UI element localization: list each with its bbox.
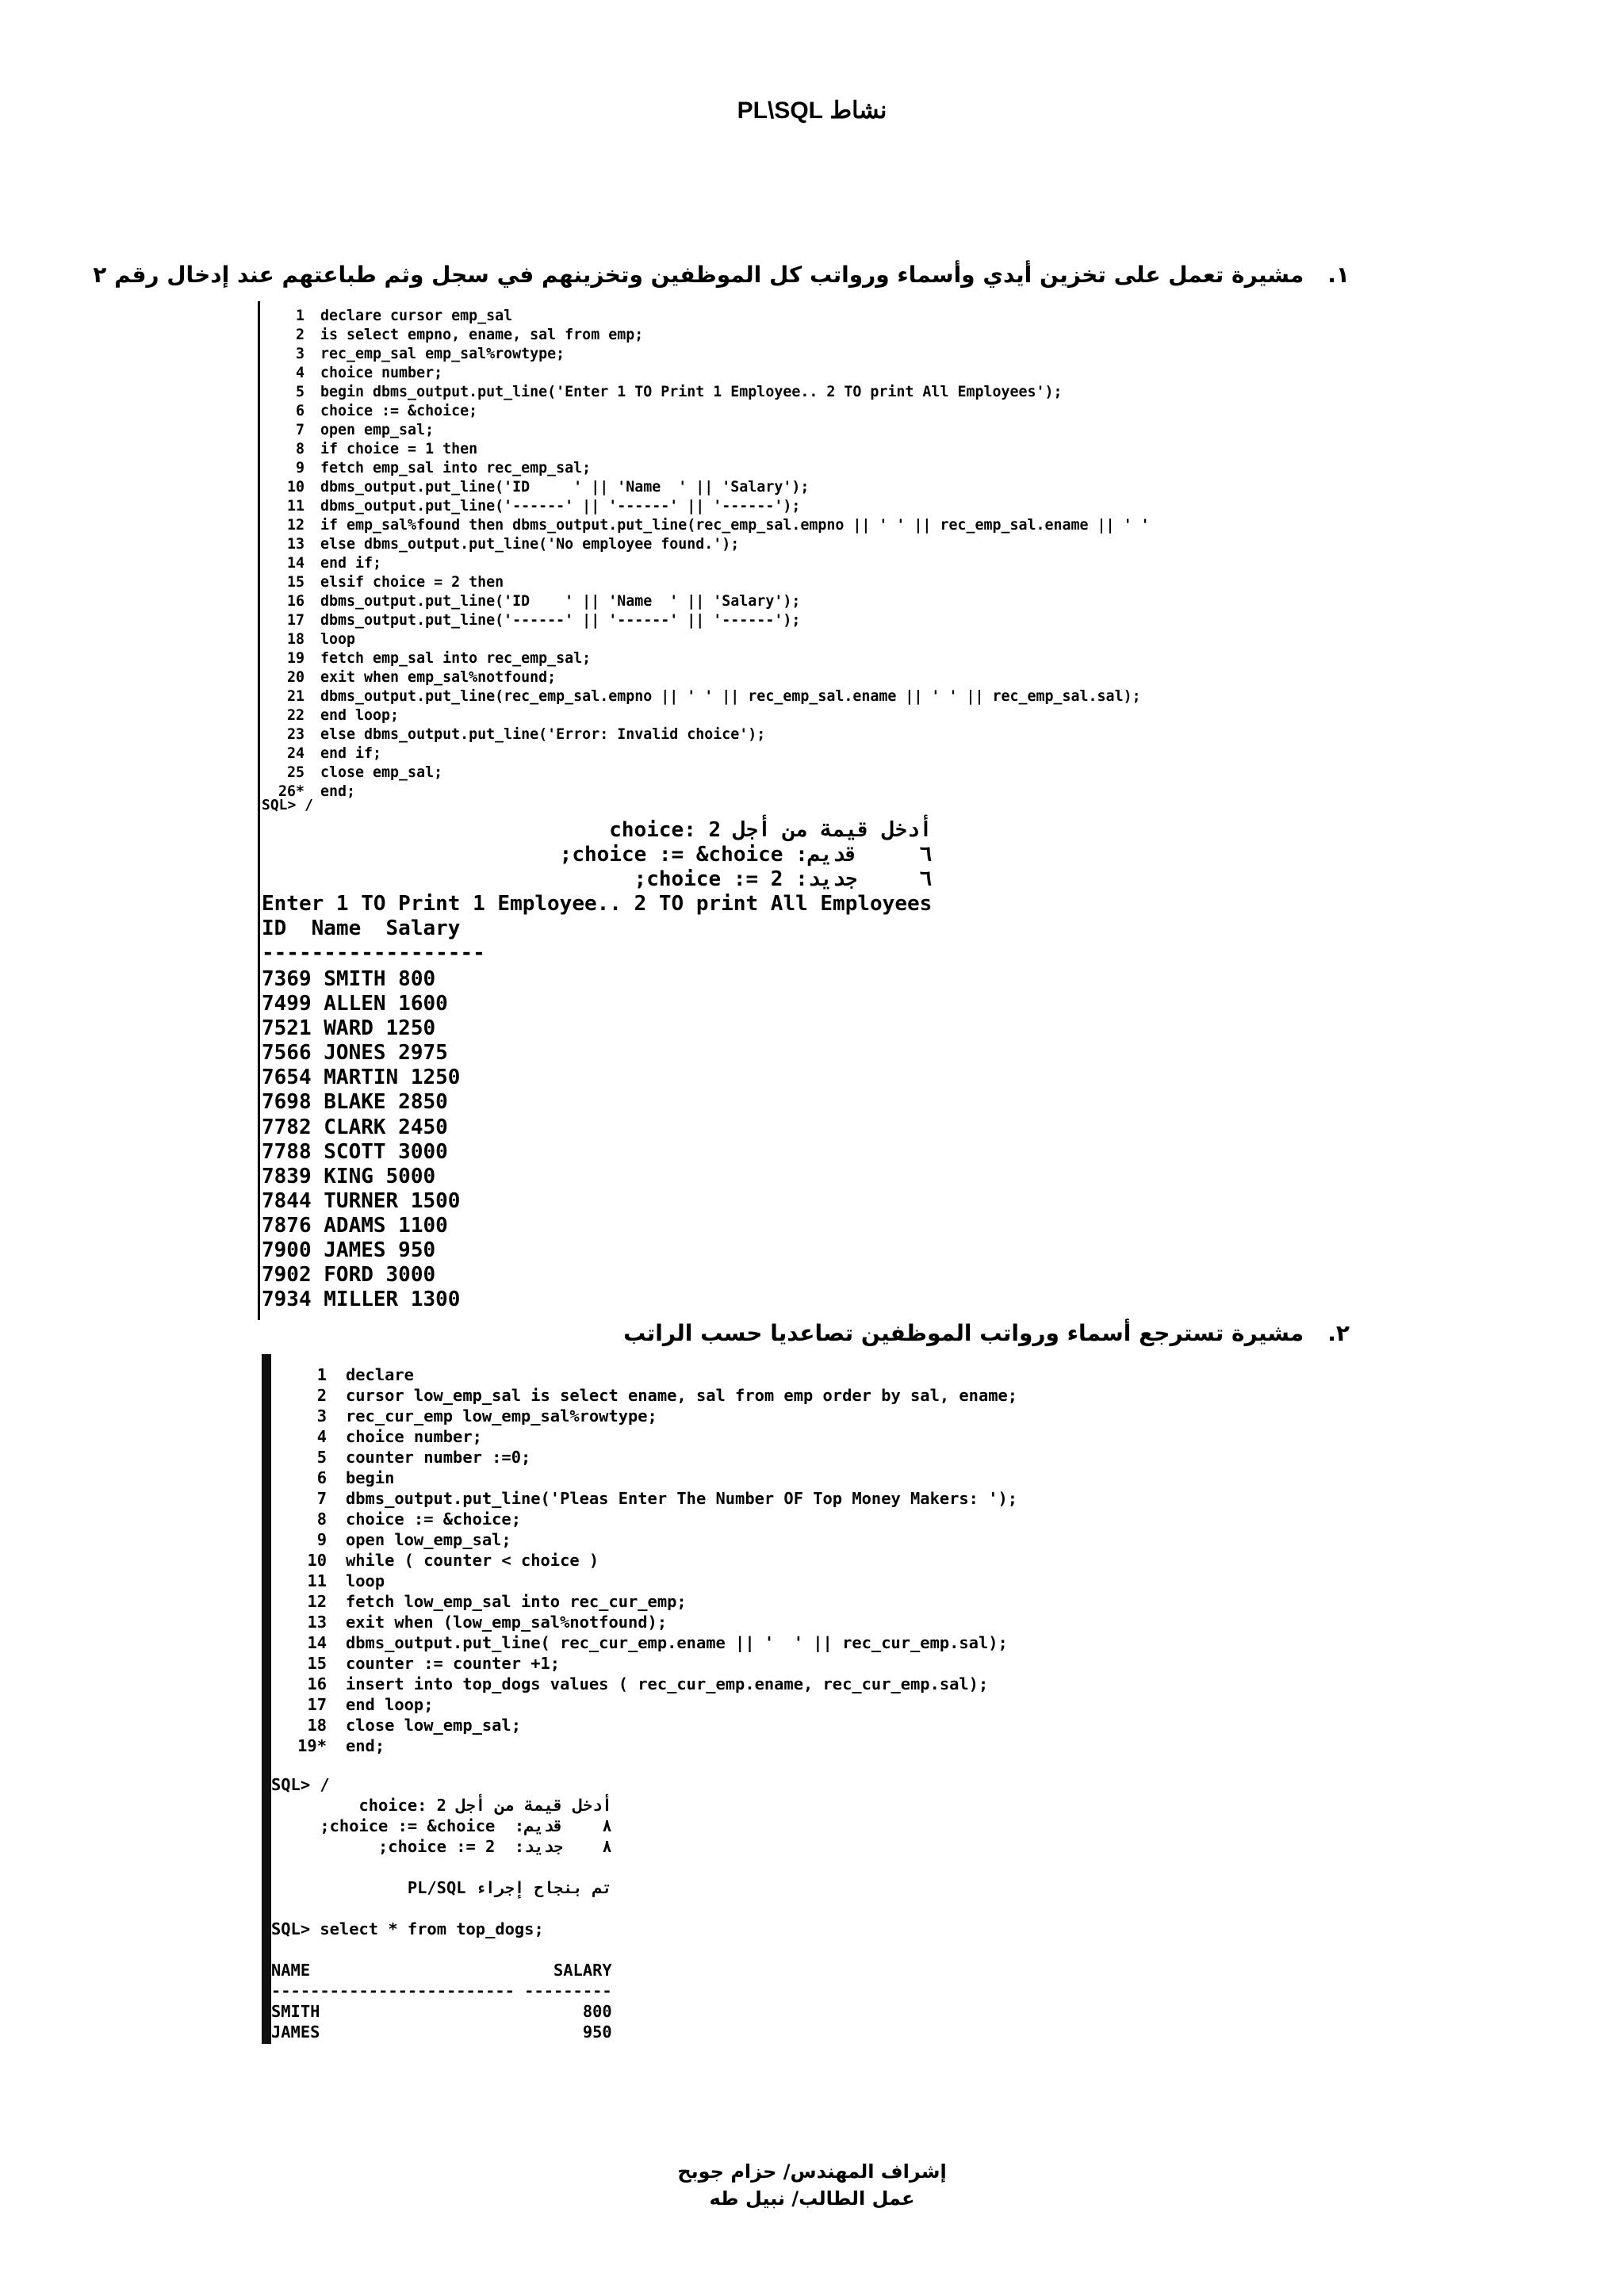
line-number: 7 xyxy=(316,1489,327,1508)
line-number: 13 xyxy=(286,536,304,553)
output-line: SQL> select * from top_dogs; xyxy=(271,1919,544,1938)
code-line xyxy=(266,326,1150,345)
section-1-heading-text: مشيرة تعمل على تخزين أيدي وأسماء ورواتب كل الموظفين وتخزينهم في سجل وثم طباعتهم عند إدخال رقم ٢ xyxy=(93,262,1304,288)
line-number: 14 xyxy=(307,1633,327,1652)
line-number: 8 xyxy=(316,1510,327,1529)
sql-console-1 xyxy=(258,301,1281,1320)
line-number: 18 xyxy=(286,631,304,648)
output-line xyxy=(271,1939,612,1960)
code-line xyxy=(266,345,1150,364)
line-number: 15 xyxy=(307,1654,327,1673)
footer xyxy=(0,2158,1624,2212)
output-line xyxy=(271,1898,612,1919)
code-line xyxy=(285,1447,1017,1468)
output-line: ٨ جديد: choice := 2; xyxy=(378,1837,612,1856)
line-number: 11 xyxy=(307,1571,327,1590)
line-number: 16 xyxy=(286,593,304,610)
code-text: counter number :=0; xyxy=(346,1448,531,1467)
line-number: 16 xyxy=(307,1674,327,1693)
console-output-1 xyxy=(262,818,932,966)
output-line: ٦ جديد: choice := 2; xyxy=(634,867,933,891)
code-line xyxy=(266,440,1150,459)
code-line xyxy=(266,554,1150,573)
code-text: rec_emp_sal emp_sal%rowtype; xyxy=(320,346,565,362)
line-number: 13 xyxy=(307,1613,327,1632)
code-text: choice number; xyxy=(346,1427,482,1446)
code-line xyxy=(266,364,1150,383)
section-1-number: ١. xyxy=(1327,262,1350,288)
code-line xyxy=(266,497,1150,516)
employee-row: 7698 BLAKE 2850 xyxy=(262,1090,448,1115)
code-text: rec_cur_emp low_emp_sal%rowtype; xyxy=(346,1406,657,1425)
code-text: if choice = 1 then xyxy=(320,441,478,457)
section-2-heading xyxy=(623,1320,1350,1346)
code-line xyxy=(266,630,1150,649)
code-text: elsif choice = 2 then xyxy=(320,574,504,591)
code-text: dbms_output.put_line('ID ' || 'Name ' || 'Salary'); xyxy=(320,479,810,496)
section-1-heading xyxy=(93,262,1350,288)
code-line xyxy=(285,1612,1017,1632)
sql-console-2 xyxy=(262,1354,1182,2044)
employee-row: 7839 KING 5000 xyxy=(262,1164,436,1188)
code-line xyxy=(285,1571,1017,1591)
output-line: أدخل قيمة من أجل choice: 2 xyxy=(609,818,933,842)
code-text: dbms_output.put_line('------' || '------' || '------'); xyxy=(320,498,801,515)
code-line xyxy=(266,706,1150,725)
line-number: 25 xyxy=(286,764,304,781)
employee-row: 7369 SMITH 800 xyxy=(262,967,436,991)
code-line xyxy=(285,1591,1017,1612)
line-number: 17 xyxy=(307,1695,327,1714)
line-number: 17 xyxy=(286,612,304,629)
code-line xyxy=(285,1385,1017,1406)
code-line xyxy=(266,459,1150,478)
code-line xyxy=(285,1632,1017,1653)
code-text: dbms_output.put_line(rec_emp_sal.empno || ' ' || rec_emp_sal.ename || ' ' || rec_emp_sal.sal); xyxy=(320,688,1141,705)
code-text: choice := &choice; xyxy=(320,403,478,419)
line-number: 12 xyxy=(286,517,304,534)
employee-row: 7900 JAMES 950 xyxy=(262,1238,436,1263)
line-number: 10 xyxy=(307,1551,327,1570)
line-number: 2 xyxy=(295,327,304,343)
line-number: 21 xyxy=(286,688,304,705)
code-text: open emp_sal; xyxy=(320,422,435,438)
line-number: 12 xyxy=(307,1592,327,1611)
code-text: loop xyxy=(320,631,356,648)
line-number: 9 xyxy=(316,1530,327,1549)
code-text: declare xyxy=(346,1365,414,1384)
code-text: cursor low_emp_sal is select ename, sal from emp order by sal, ename; xyxy=(346,1386,1018,1405)
section-2-heading-text: مشيرة تسترجع أسماء ورواتب الموظفين تصاعديا حسب الراتب xyxy=(623,1320,1304,1346)
line-number: 4 xyxy=(295,365,304,381)
line-number: 18 xyxy=(307,1716,327,1735)
code-listing-2 xyxy=(285,1364,1017,1756)
code-line xyxy=(266,573,1150,592)
line-number: 19* xyxy=(297,1736,327,1755)
code-line xyxy=(266,783,1150,802)
code-text: fetch emp_sal into rec_emp_sal; xyxy=(320,650,592,667)
code-text: else dbms_output.put_line('Error: Invalid choice'); xyxy=(320,726,766,743)
line-number: 23 xyxy=(286,726,304,743)
code-text: begin dbms_output.put_line('Enter 1 TO Print 1 Employee.. 2 TO print All Employees'); xyxy=(320,384,1063,400)
line-number: 4 xyxy=(316,1427,327,1446)
code-text: else dbms_output.put_line('No employee found.'); xyxy=(320,536,740,553)
code-text: is select empno, ename, sal from emp; xyxy=(320,327,644,343)
code-text: choice number; xyxy=(320,365,443,381)
employee-row: 7844 TURNER 1500 xyxy=(262,1188,461,1213)
code-text: if emp_sal%found then dbms_output.put_line(rec_emp_sal.empno || ' ' || rec_emp_sal.ename || ' ' xyxy=(320,517,1150,534)
employee-row: 7566 JONES 2975 xyxy=(262,1041,448,1066)
output-line: أدخل قيمة من أجل choice: 2 xyxy=(358,1796,612,1815)
employee-rows xyxy=(262,967,460,1312)
employee-row: 7521 WARD 1250 xyxy=(262,1016,436,1041)
sql-prompt-2: SQL> / xyxy=(271,1775,330,1794)
line-number: 6 xyxy=(316,1468,327,1487)
section-2-number: ٢. xyxy=(1327,1320,1350,1346)
code-line xyxy=(266,307,1150,326)
code-text: exit when (low_emp_sal%notfound); xyxy=(346,1613,668,1632)
line-number: 19 xyxy=(286,650,304,667)
code-line xyxy=(266,535,1150,554)
code-listing-1 xyxy=(266,307,1150,802)
employee-row: 7902 FORD 3000 xyxy=(262,1263,436,1288)
code-text: choice := &choice; xyxy=(346,1510,521,1529)
code-text: dbms_output.put_line('------' || '------' || '------'); xyxy=(320,612,801,629)
code-line xyxy=(285,1715,1017,1735)
code-line xyxy=(266,687,1150,706)
code-text: end; xyxy=(346,1736,385,1755)
code-text: fetch low_emp_sal into rec_cur_emp; xyxy=(346,1592,687,1611)
code-text: close low_emp_sal; xyxy=(346,1716,521,1735)
employee-row: 7876 ADAMS 1100 xyxy=(262,1213,448,1238)
code-text: end loop; xyxy=(320,707,400,724)
code-line xyxy=(285,1653,1017,1674)
code-line xyxy=(285,1426,1017,1447)
code-text: end if; xyxy=(320,555,382,572)
line-number: 6 xyxy=(295,403,304,419)
code-line xyxy=(285,1364,1017,1385)
line-number: 10 xyxy=(286,479,304,496)
code-line xyxy=(285,1694,1017,1715)
code-text: exit when emp_sal%notfound; xyxy=(320,669,557,686)
line-number: 5 xyxy=(295,384,304,400)
line-number: 3 xyxy=(316,1406,327,1425)
employee-row: 7654 MARTIN 1250 xyxy=(262,1066,461,1090)
line-number: 3 xyxy=(295,346,304,362)
employee-row: 7934 MILLER 1300 xyxy=(262,1288,461,1312)
code-line xyxy=(285,1529,1017,1550)
employee-row: 7788 SCOTT 3000 xyxy=(262,1139,448,1164)
output-line: SMITH 800 xyxy=(271,2002,612,2021)
output-line: تم بنجاح إجراء PL/SQL xyxy=(407,1878,612,1897)
code-text: insert into top_dogs values ( rec_cur_emp.ename, rec_cur_emp.sal); xyxy=(346,1674,989,1693)
code-text: close emp_sal; xyxy=(320,764,443,781)
code-text: counter := counter +1; xyxy=(346,1654,561,1673)
output-line: JAMES 950 xyxy=(271,2022,612,2042)
line-number: 7 xyxy=(295,422,304,438)
line-number: 11 xyxy=(286,498,304,515)
line-number: 15 xyxy=(286,574,304,591)
output-line: Enter 1 TO Print 1 Employee.. 2 TO print All Employees xyxy=(262,892,933,916)
code-text: while ( counter < choice ) xyxy=(346,1551,599,1570)
code-line xyxy=(266,744,1150,763)
student-credit: عمل الطالب/ نبيل طه xyxy=(709,2187,915,2210)
code-text: open low_emp_sal; xyxy=(346,1530,511,1549)
code-line xyxy=(285,1406,1017,1426)
code-line xyxy=(266,402,1150,421)
code-text: end loop; xyxy=(346,1695,434,1714)
line-number: 26* xyxy=(278,783,304,800)
code-line xyxy=(266,421,1150,440)
output-line xyxy=(271,1857,612,1877)
code-line xyxy=(266,649,1150,668)
code-line xyxy=(285,1735,1017,1756)
code-text: dbms_output.put_line( rec_cur_emp.ename || ' ' || rec_cur_emp.sal); xyxy=(346,1633,1008,1652)
code-line xyxy=(266,611,1150,630)
employee-row: 7499 ALLEN 1600 xyxy=(262,992,448,1016)
output-line: ID Name Salary xyxy=(262,916,461,940)
code-line xyxy=(285,1550,1017,1571)
code-text: dbms_output.put_line('ID ' || 'Name ' || 'Salary'); xyxy=(320,593,801,610)
line-number: 14 xyxy=(286,555,304,572)
page-title: نشاط PL\SQL xyxy=(737,98,887,124)
code-text: dbms_output.put_line('Pleas Enter The Number OF Top Money Makers: '); xyxy=(346,1489,1018,1508)
line-number: 8 xyxy=(295,441,304,457)
output-line: ------------------------- --------- xyxy=(271,1981,612,2000)
code-line xyxy=(266,516,1150,535)
line-number: 20 xyxy=(286,669,304,686)
output-line: ٨ قديم: choice := &choice; xyxy=(320,1816,612,1835)
line-number: 1 xyxy=(295,308,304,324)
code-text: declare cursor emp_sal xyxy=(320,308,513,324)
code-line xyxy=(285,1468,1017,1488)
line-number: 22 xyxy=(286,707,304,724)
console-output-2 xyxy=(271,1774,612,2042)
code-text: end; xyxy=(320,783,356,800)
output-line: NAME SALARY xyxy=(271,1961,612,1980)
code-text: fetch emp_sal into rec_emp_sal; xyxy=(320,460,592,476)
sql-prompt-1: SQL> / xyxy=(262,797,314,813)
code-line xyxy=(285,1488,1017,1509)
code-line xyxy=(266,592,1150,611)
code-line xyxy=(266,725,1150,744)
code-line xyxy=(266,478,1150,497)
code-line xyxy=(266,763,1150,783)
line-number: 5 xyxy=(316,1448,327,1467)
employee-row: 7782 CLARK 2450 xyxy=(262,1115,448,1139)
line-number: 1 xyxy=(316,1365,327,1384)
code-line xyxy=(266,668,1150,687)
output-line: ------------------ xyxy=(262,941,485,965)
code-line xyxy=(266,383,1150,402)
code-text: loop xyxy=(346,1571,385,1590)
line-number: 24 xyxy=(286,745,304,762)
supervisor-credit: إشراف المهندس/ حزام جوبح xyxy=(677,2160,947,2183)
code-line xyxy=(285,1509,1017,1529)
code-text: end if; xyxy=(320,745,382,762)
output-line: ٦ قديم: choice := &choice; xyxy=(559,843,933,867)
code-line xyxy=(285,1674,1017,1694)
line-number: 9 xyxy=(295,460,304,476)
code-text: begin xyxy=(346,1468,395,1487)
line-number: 2 xyxy=(316,1386,327,1405)
